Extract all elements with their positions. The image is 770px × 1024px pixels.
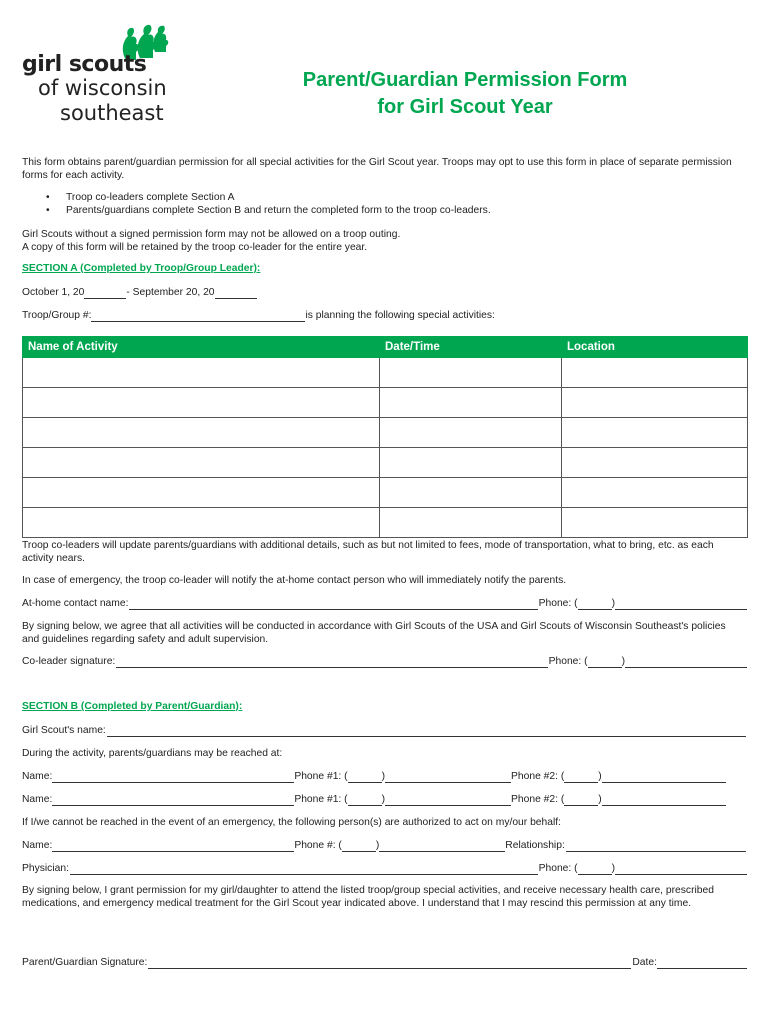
reach-text: During the activity, parents/guardians may be reached at: bbox=[22, 748, 283, 759]
table-row bbox=[23, 478, 748, 508]
activity-cell[interactable] bbox=[23, 478, 380, 508]
planning-text: is planning the following special activities: bbox=[305, 310, 495, 321]
parent-name-2-field[interactable] bbox=[52, 795, 294, 806]
coleader-label: Co-leader signature: bbox=[22, 656, 116, 667]
date-cell[interactable] bbox=[380, 418, 562, 448]
close-paren: ) bbox=[598, 794, 602, 805]
contact-area-code-field[interactable] bbox=[578, 599, 612, 610]
scout-name-field[interactable] bbox=[107, 726, 746, 737]
date-cell[interactable] bbox=[380, 478, 562, 508]
location-header: Location bbox=[562, 337, 748, 358]
close-paren: ) bbox=[598, 771, 602, 782]
authorized-person-row bbox=[22, 839, 747, 852]
phone1-label: Phone #1: ( bbox=[294, 771, 348, 782]
list-item: • Parents/guardians complete Section B and return the completed form to the troop co-leaders. bbox=[22, 204, 744, 217]
section-a-heading: SECTION A (Completed by Troop/Group Leader): bbox=[22, 263, 261, 274]
parent-1-phone2-area-field[interactable] bbox=[564, 772, 598, 783]
date-start-label: October 1, 20 bbox=[22, 287, 85, 298]
physician-row bbox=[22, 862, 747, 875]
scout-name-label: Girl Scout's name: bbox=[22, 725, 106, 736]
relationship-field[interactable] bbox=[566, 841, 746, 852]
instructions-list bbox=[22, 191, 744, 217]
physician-phone-field[interactable] bbox=[615, 864, 747, 875]
parent-contact-row-2 bbox=[22, 793, 726, 806]
physician-name-field[interactable] bbox=[70, 864, 538, 875]
title-line-1: Parent/Guardian Permission Form bbox=[302, 69, 628, 91]
parent-signature-field[interactable] bbox=[148, 958, 631, 969]
phone-close: ) bbox=[611, 598, 615, 609]
date-end-label: - September 20, 20 bbox=[126, 287, 215, 298]
physician-label: Physician: bbox=[22, 863, 69, 874]
location-cell[interactable] bbox=[562, 478, 748, 508]
authorized-name-field[interactable] bbox=[52, 841, 294, 852]
list-item: • Troop co-leaders complete Section A bbox=[22, 191, 744, 204]
emergency-text: In case of emergency, the troop co-leader will notify the at-home contact person who will immediately notify the parents. bbox=[22, 575, 567, 586]
coleader-signature-field[interactable] bbox=[116, 657, 547, 668]
date-cell[interactable] bbox=[380, 448, 562, 478]
parent-1-phone1-field[interactable] bbox=[385, 772, 511, 783]
start-year-field[interactable] bbox=[84, 288, 126, 299]
parent-1-phone1-area-field[interactable] bbox=[348, 772, 382, 783]
phone1-label: Phone #1: ( bbox=[294, 794, 348, 805]
logo bbox=[22, 22, 182, 132]
phone-label: Phone #: ( bbox=[294, 840, 342, 851]
end-year-field[interactable] bbox=[215, 288, 257, 299]
coleader-row bbox=[22, 655, 747, 668]
activity-cell[interactable] bbox=[23, 358, 380, 388]
phone-close: ) bbox=[621, 656, 625, 667]
troop-row bbox=[22, 309, 495, 322]
troop-number-field[interactable] bbox=[91, 311, 305, 322]
name-label: Name: bbox=[22, 840, 53, 851]
date-cell[interactable] bbox=[380, 388, 562, 418]
parent-1-phone2-field[interactable] bbox=[602, 772, 726, 783]
contact-phone-field[interactable] bbox=[615, 599, 747, 610]
activity-cell[interactable] bbox=[23, 418, 380, 448]
contact-name-field[interactable] bbox=[129, 599, 537, 610]
phone-label: Phone: ( bbox=[538, 598, 578, 609]
troop-label: Troop/Group #: bbox=[22, 310, 92, 321]
phone2-label: Phone #2: ( bbox=[511, 794, 565, 805]
signature-row bbox=[22, 956, 747, 969]
authorized-phone-field[interactable] bbox=[379, 841, 505, 852]
physician-area-code-field[interactable] bbox=[578, 864, 612, 875]
parent-2-phone2-field[interactable] bbox=[602, 795, 726, 806]
coleader-area-code-field[interactable] bbox=[588, 657, 622, 668]
table-row bbox=[23, 388, 748, 418]
authorized-text: If I/we cannot be reached in the event of an emergency, the following person(s) are authorized to act on my/our behalf: bbox=[22, 817, 561, 828]
note-line-1: Girl Scouts without a signed permission form may not be allowed on a troop outing. bbox=[22, 229, 401, 240]
close-paren: ) bbox=[381, 771, 386, 782]
parent-2-phone2-area-field[interactable] bbox=[564, 795, 598, 806]
logo-line-3: southeast bbox=[60, 101, 164, 125]
location-cell[interactable] bbox=[562, 418, 748, 448]
phone-label: Phone: ( bbox=[548, 656, 588, 667]
close-paren: ) bbox=[381, 794, 386, 805]
signature-date-field[interactable] bbox=[657, 958, 747, 969]
table-row bbox=[23, 508, 748, 538]
name-label: Name: bbox=[22, 794, 53, 805]
activity-name-header: Name of Activity bbox=[23, 337, 380, 358]
logo-line-1: girl scouts bbox=[22, 52, 147, 77]
year-range-row bbox=[22, 286, 257, 299]
date-cell[interactable] bbox=[380, 358, 562, 388]
date-time-header: Date/Time bbox=[380, 337, 562, 358]
activities-table bbox=[22, 336, 748, 538]
table-row bbox=[23, 448, 748, 478]
activity-cell[interactable] bbox=[23, 508, 380, 538]
contact-row bbox=[22, 597, 747, 610]
phone2-label: Phone #2: ( bbox=[511, 771, 565, 782]
close-paren: ) bbox=[611, 863, 615, 874]
intro-text: This form obtains parent/guardian permission for all special activities for the Girl Scout year. Troops may opt to use this form in place of separate permission forms for each activity. bbox=[22, 157, 732, 181]
table-row bbox=[23, 418, 748, 448]
physician-phone-label: Phone: ( bbox=[538, 863, 578, 874]
table-header-row bbox=[23, 337, 748, 358]
parent-2-phone1-area-field[interactable] bbox=[348, 795, 382, 806]
date-label: Date: bbox=[632, 957, 657, 968]
logo-line-2: of wisconsin bbox=[38, 76, 167, 100]
name-label: Name: bbox=[22, 771, 53, 782]
location-cell[interactable] bbox=[562, 358, 748, 388]
table-row bbox=[23, 358, 748, 388]
agree-text: By signing below, we agree that all activities will be conducted in accordance with Girl Scouts of the USA and Girl Scouts of Wisconsin Southeast's policies and guidelines regarding safety and adult supervision. bbox=[22, 621, 726, 645]
location-cell[interactable] bbox=[562, 388, 748, 418]
date-cell[interactable] bbox=[380, 508, 562, 538]
activity-cell[interactable] bbox=[23, 448, 380, 478]
location-cell[interactable] bbox=[562, 448, 748, 478]
close-paren: ) bbox=[375, 840, 380, 851]
page-title bbox=[245, 67, 685, 121]
permission-text: By signing below, I grant permission for my girl/daughter to attend the listed troop/group special activities, and receive necessary health care, prescribed medications, and emergency medical treatment for the Girl Scout year indicated above. I understand that I may rescind this permission at any time. bbox=[22, 885, 714, 909]
parent-2-phone1-field[interactable] bbox=[385, 795, 511, 806]
location-cell[interactable] bbox=[562, 508, 748, 538]
parent-name-1-field[interactable] bbox=[52, 772, 294, 783]
signature-label: Parent/Guardian Signature: bbox=[22, 957, 148, 968]
relationship-label: Relationship: bbox=[505, 840, 565, 851]
section-b-heading: SECTION B (Completed by Parent/Guardian): bbox=[22, 701, 243, 712]
update-text: Troop co-leaders will update parents/guardians with additional details, such as but not limited to fees, mode of transportation, what to bring, etc. as each activity nears. bbox=[22, 540, 714, 564]
title-line-2: for Girl Scout Year bbox=[377, 96, 553, 118]
activity-cell[interactable] bbox=[23, 388, 380, 418]
authorized-area-code-field[interactable] bbox=[342, 841, 376, 852]
scout-name-row bbox=[22, 724, 747, 737]
parent-contact-row-1 bbox=[22, 770, 726, 783]
coleader-phone-field[interactable] bbox=[625, 657, 747, 668]
note-line-2: A copy of this form will be retained by the troop co-leader for the entire year. bbox=[22, 242, 368, 253]
contact-label: At-home contact name: bbox=[22, 598, 129, 609]
